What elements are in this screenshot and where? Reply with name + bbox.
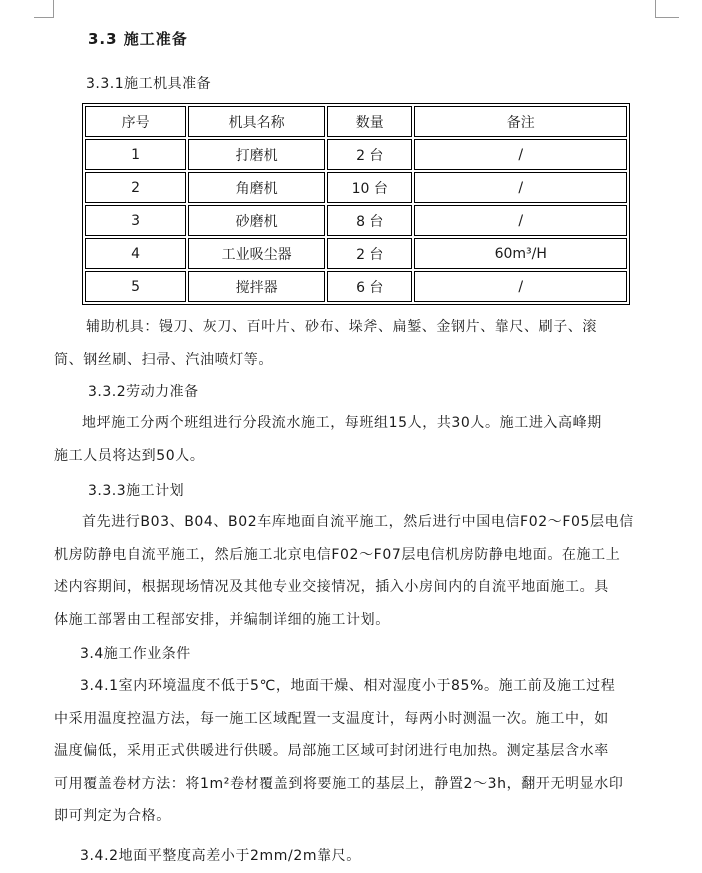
paragraph-line: 3.4.2地面平整度高差小于2mm/2m靠尺。 xyxy=(80,848,361,864)
paragraph-line: 首先进行B03、B04、B02车库地面自流平施工，然后进行中国电信F02～F05层电信 xyxy=(82,514,634,530)
table-row xyxy=(85,172,627,203)
table-row xyxy=(85,271,627,302)
table-cell: 6 台 xyxy=(327,271,412,302)
table-row xyxy=(85,238,627,269)
table-cell: 工业吸尘器 xyxy=(188,238,325,269)
table-cell: 1 xyxy=(85,139,186,170)
table-cell: 打磨机 xyxy=(188,139,325,170)
table-cell: 角磨机 xyxy=(188,172,325,203)
table-cell: 2 xyxy=(85,172,186,203)
paragraph-line: 筒、钢丝刷、扫帚、汽油喷灯等。 xyxy=(54,351,273,368)
table-header-cell: 备注 xyxy=(414,106,627,137)
subsection-heading-tools: 3.3.1施工机具准备 xyxy=(86,76,212,92)
subsection-heading-plan: 3.3.3施工计划 xyxy=(88,483,185,499)
table-cell: 8 台 xyxy=(327,205,412,236)
table-row xyxy=(85,205,627,236)
table-cell: 5 xyxy=(85,271,186,302)
table-cell: 4 xyxy=(85,238,186,269)
table-cell: / xyxy=(414,271,627,302)
paragraph-line: 即可判定为合格。 xyxy=(54,808,171,824)
paragraph-line: 辅助机具：镘刀、灰刀、百叶片、砂布、垛斧、扁錾、金钢片、靠尺、刷子、滚 xyxy=(86,319,597,335)
table-cell: / xyxy=(414,205,627,236)
table-row xyxy=(85,139,627,170)
tools-table xyxy=(82,103,630,305)
plan-paragraph xyxy=(54,506,658,636)
labor-paragraph xyxy=(54,407,658,472)
table-cell: 3 xyxy=(85,205,186,236)
paragraph-line: 机房防静电自流平施工，然后施工北京电信F02～F07层电信机房防静电地面。在施工上 xyxy=(54,546,621,563)
table-header-cell: 序号 xyxy=(85,106,186,137)
subsection-heading-conditions: 3.4施工作业条件 xyxy=(80,646,191,662)
table-header-cell: 机具名称 xyxy=(188,106,325,137)
crop-mark-top-left xyxy=(53,0,54,18)
table-cell: 2 台 xyxy=(327,238,412,269)
aux-tools-paragraph xyxy=(54,311,658,376)
table-cell: / xyxy=(414,172,627,203)
paragraph-line: 3.4.1室内环境温度不低于5℃，地面干燥、相对湿度小于85%。施工前及施工过程 xyxy=(80,678,616,694)
paragraph-line: 温度偏低，采用正式供暖进行供暖。局部施工区域可封闭进行电加热。测定基层含水率 xyxy=(54,743,609,759)
paragraph-line: 地坪施工分两个班组进行分段流水施工，每班组15人，共30人。施工进入高峰期 xyxy=(82,415,602,431)
table-header-cell: 数量 xyxy=(327,106,412,137)
crop-mark-top-right xyxy=(655,17,679,18)
table-cell: 60m³/H xyxy=(414,238,627,269)
crop-mark-top-left xyxy=(34,17,54,18)
paragraph-line: 施工人员将达到50人。 xyxy=(54,447,205,464)
table-cell: 2 台 xyxy=(327,139,412,170)
section-title: 3.3 施工准备 xyxy=(88,30,188,48)
subsection-heading-labor: 3.3.2劳动力准备 xyxy=(88,384,199,400)
table-cell: 砂磨机 xyxy=(188,205,325,236)
table-cell: 搅拌器 xyxy=(188,271,325,302)
paragraph-line: 述内容期间，根据现场情况及其他专业交接情况，插入小房间内的自流平地面施工。具 xyxy=(54,579,609,595)
paragraph-line: 中采用温度控温方法，每一施工区域配置一支温度计，每两小时测温一次。施工中，如 xyxy=(54,710,609,727)
condition-paragraph-2 xyxy=(54,840,658,873)
table-header-row xyxy=(85,106,627,137)
table-cell: / xyxy=(414,139,627,170)
paragraph-line: 体施工部署由工程部安排，并编制详细的施工计划。 xyxy=(54,611,390,628)
condition-paragraph-1 xyxy=(54,670,658,833)
table-cell: 10 台 xyxy=(327,172,412,203)
paragraph-line: 可用覆盖卷材方法：将1m²卷材覆盖到将要施工的基层上，静置2～3h，翻开无明显水印 xyxy=(54,775,624,792)
crop-mark-top-right xyxy=(655,0,656,18)
